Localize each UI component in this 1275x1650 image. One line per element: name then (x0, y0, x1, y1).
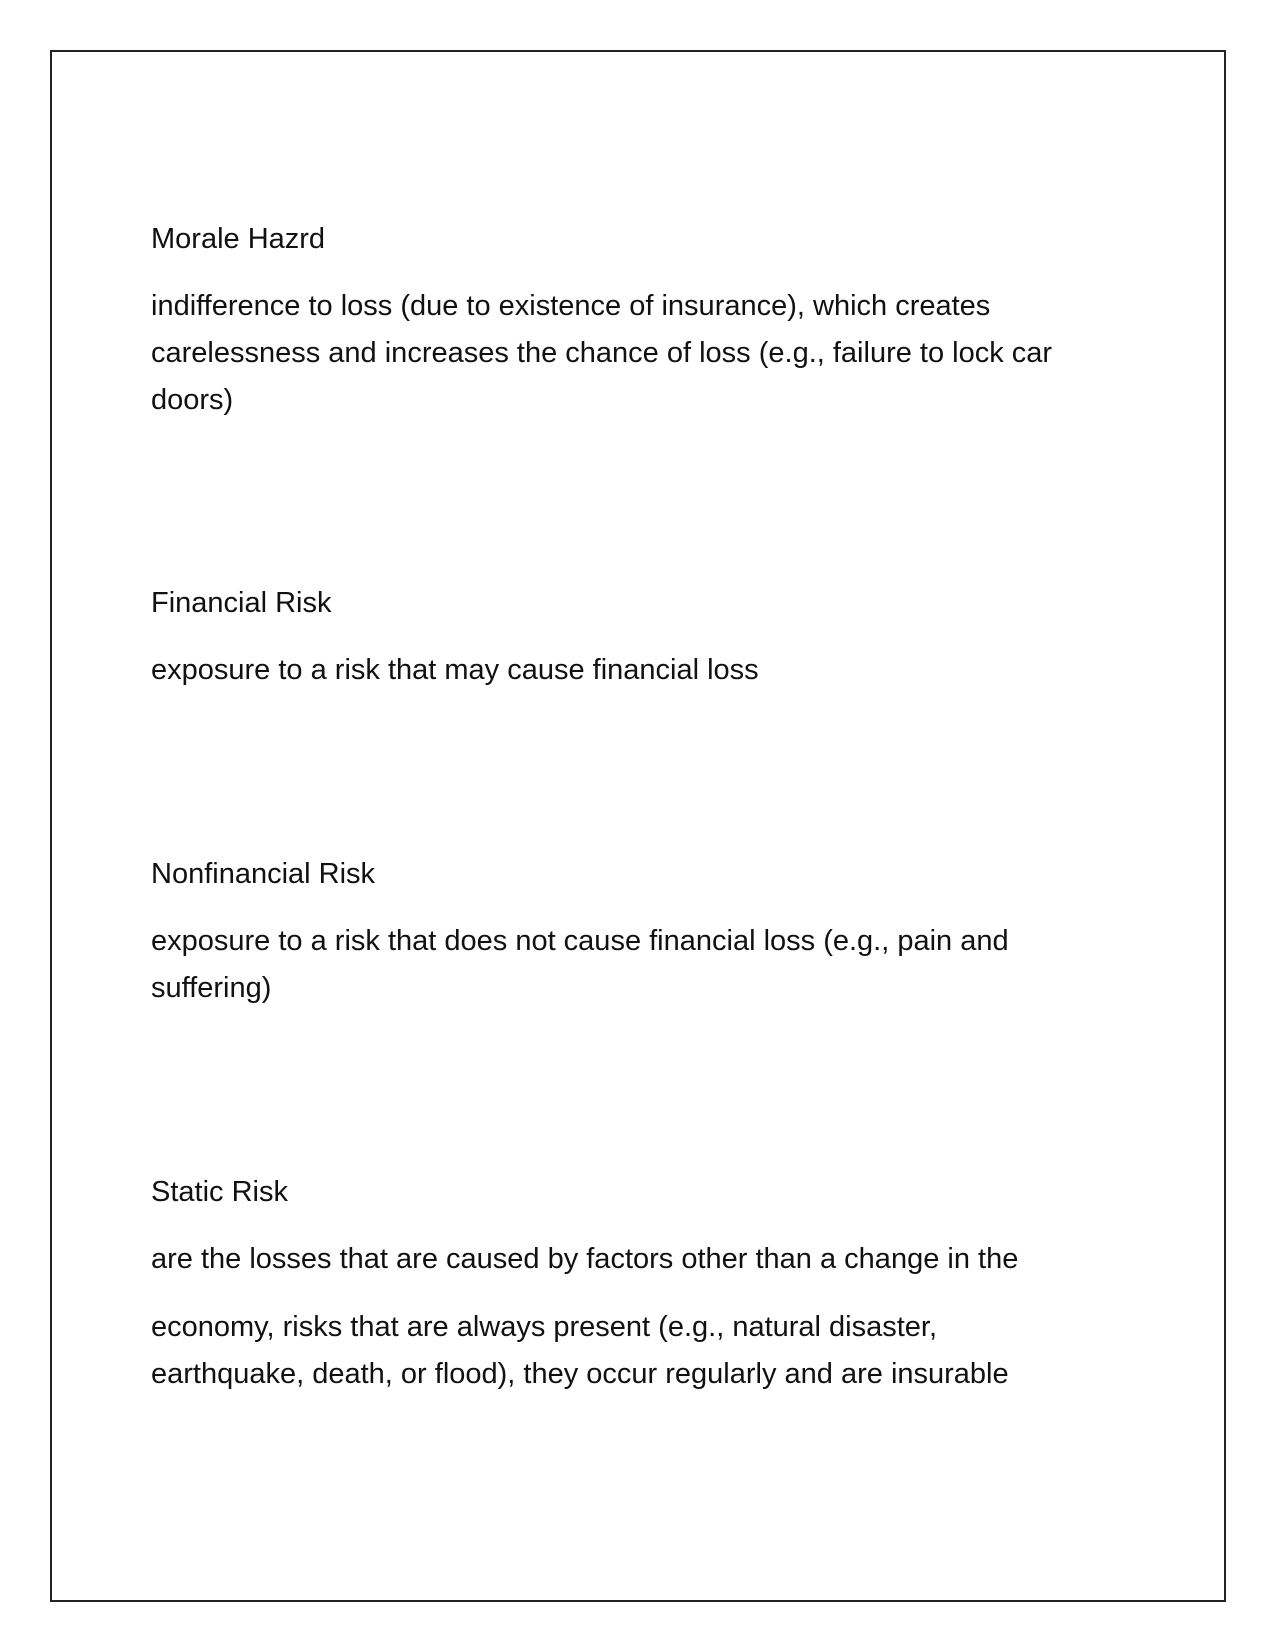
definition-line: economy, risks that are always present (e.g., natural disaster, (151, 1311, 938, 1343)
definition-line: are the losses that are caused by factors other than a change in the (151, 1243, 1019, 1275)
definition-line: exposure to a risk that does not cause financial loss (e.g., pain and (151, 925, 1009, 957)
term-financial-risk: Financial Risk (151, 587, 332, 619)
definition-line: indifference to loss (due to existence of insurance), which creates (151, 290, 991, 322)
definition-line: carelessness and increases the chance of loss (e.g., failure to lock car (151, 337, 1053, 369)
definition-line: exposure to a risk that may cause financial loss (151, 654, 759, 686)
term-static-risk: Static Risk (151, 1176, 288, 1208)
definition-line: doors) (151, 384, 234, 416)
term-morale-hazard: Morale Hazrd (151, 223, 326, 255)
definition-line: earthquake, death, or flood), they occur regularly and are insurable (151, 1358, 1009, 1390)
definition-line: suffering) (151, 972, 272, 1004)
term-nonfinancial-risk: Nonfinancial Risk (151, 858, 376, 890)
